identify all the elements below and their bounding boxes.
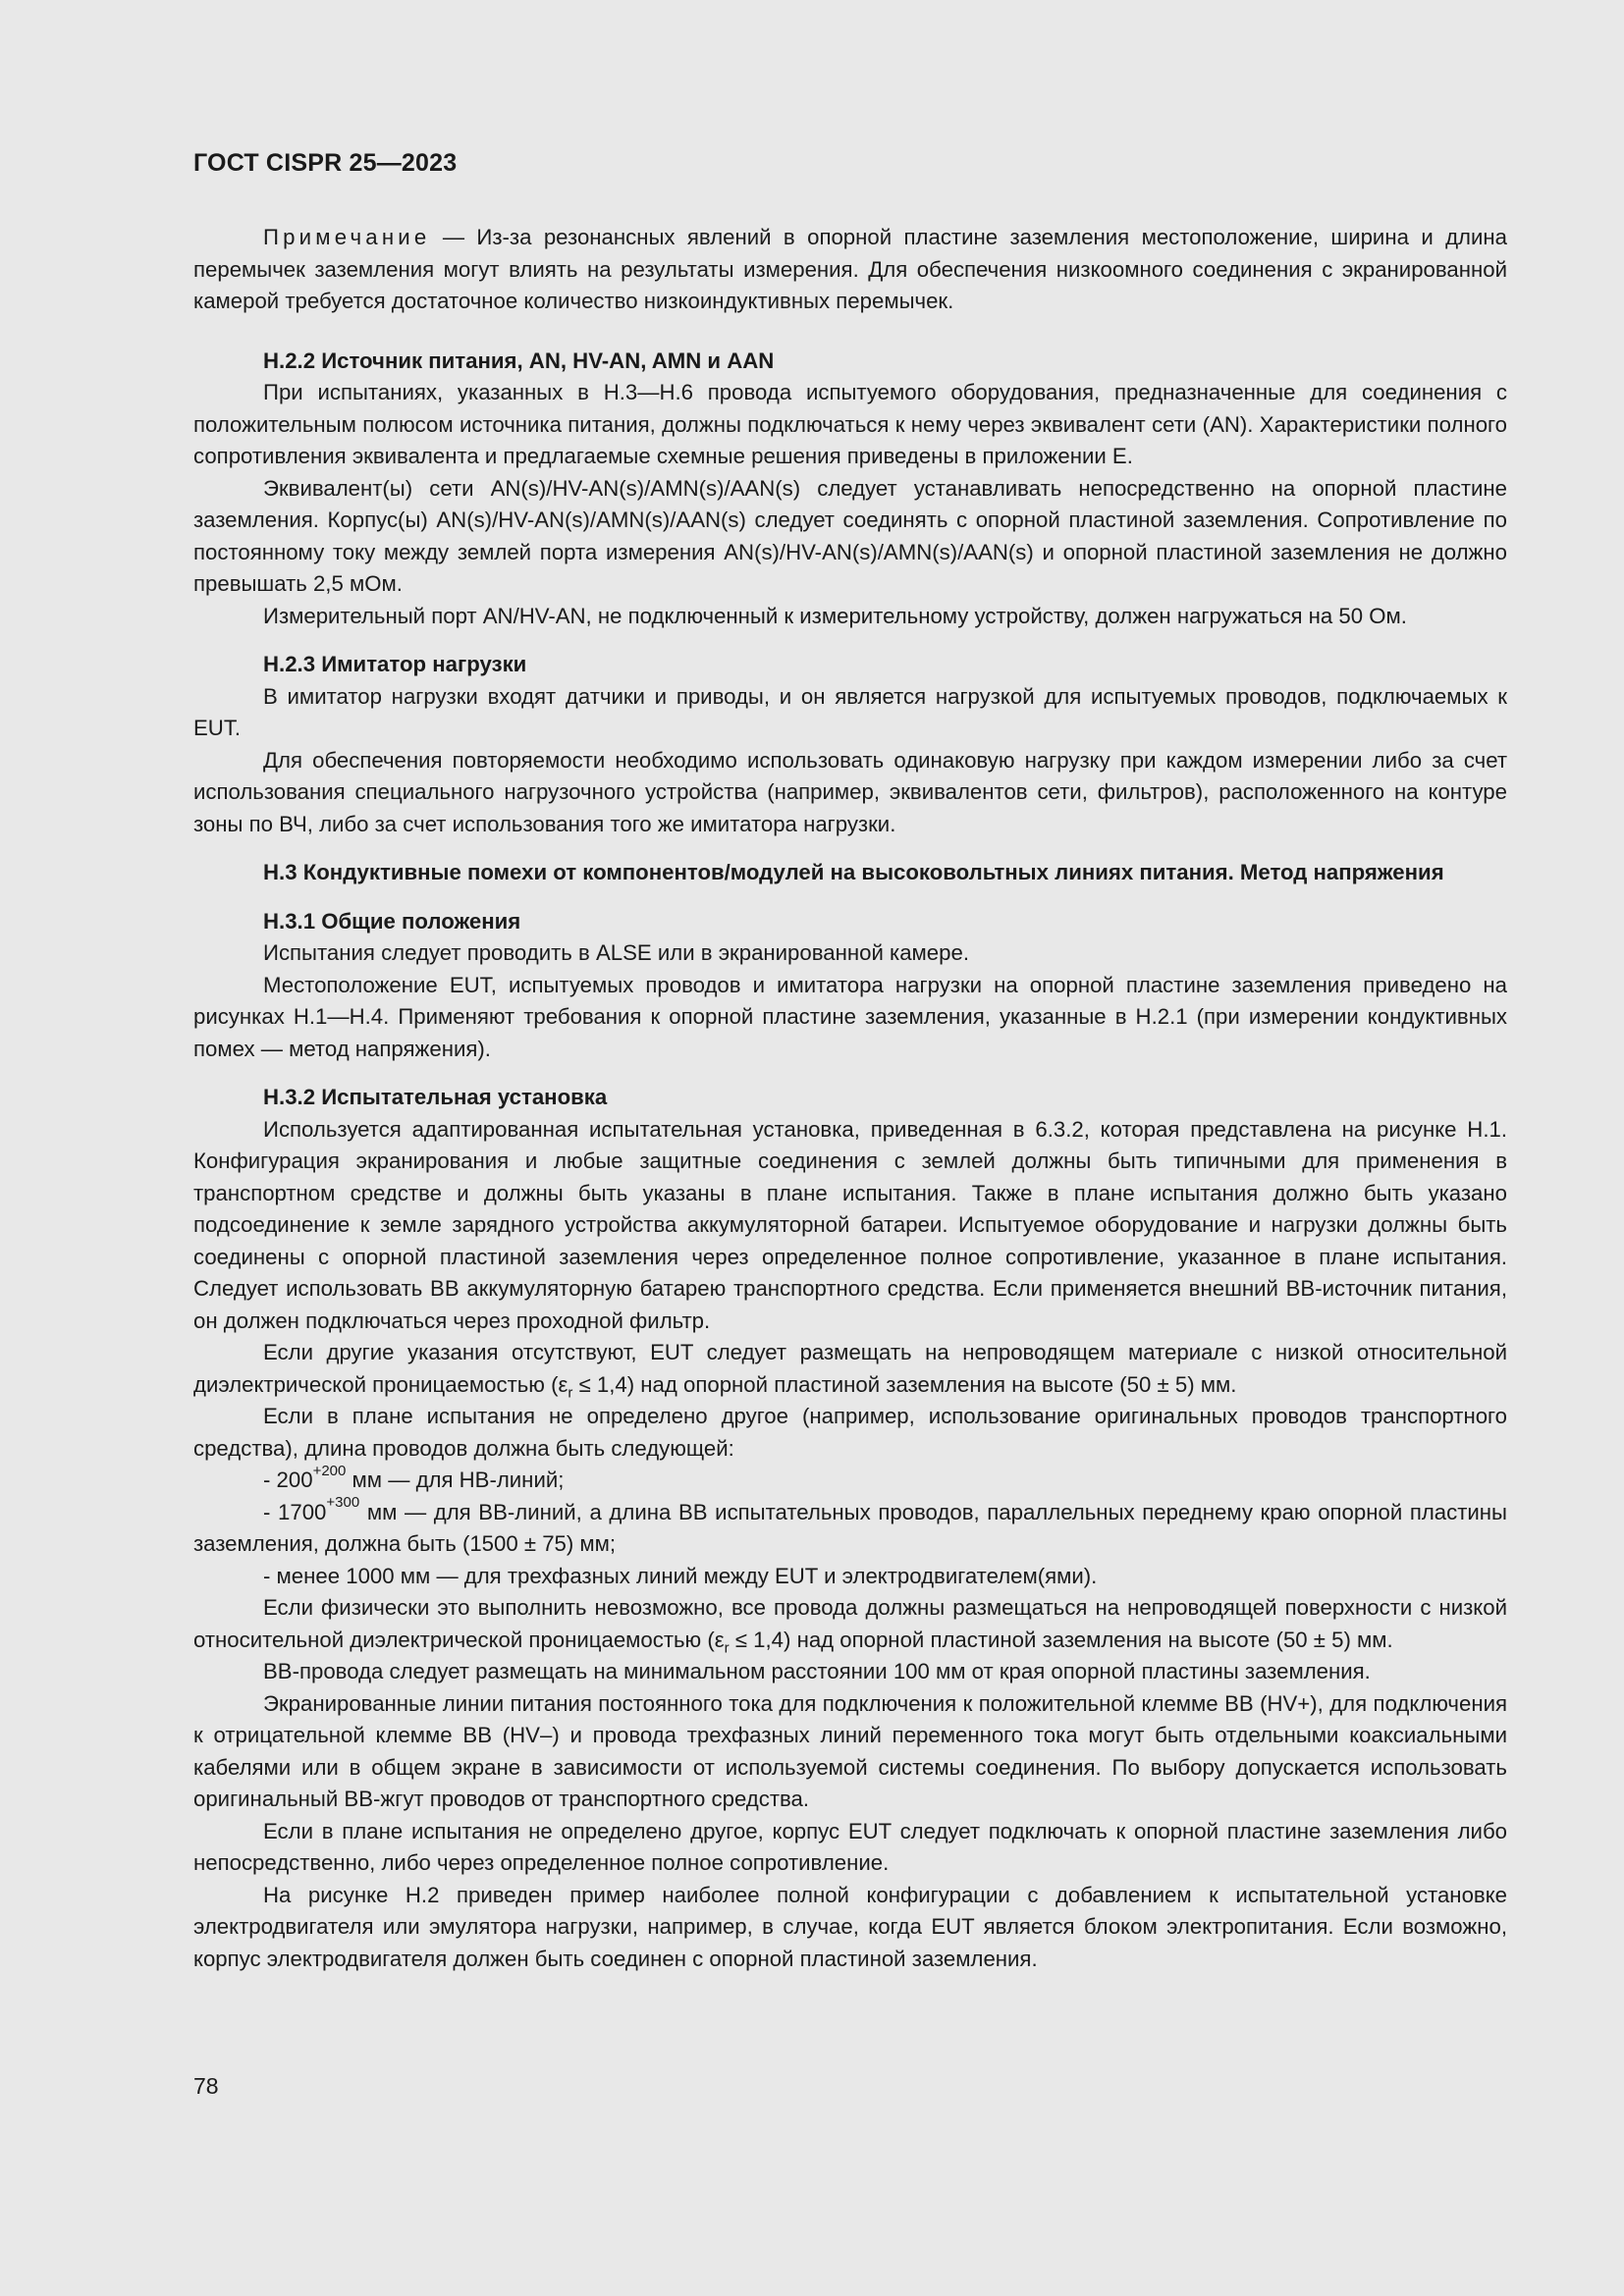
paragraph: Если в плане испытания не определено другое (например, использование оригинальных проводов транспортного средства), длина проводов должна быть следующей:: [193, 1404, 1507, 1461]
section-heading-h3: Н.3 Кондуктивные помехи от компонентов/модулей на высоковольтных линиях питания. Метод напряжения: [263, 860, 1444, 884]
paragraph: Если другие указания отсутствуют, EUT следует размещать на непроводящем материале с низкой относительной диэлектрической проницаемостью $(\varepsilon_r \le 1,4)$ над опорной пластиной заземления на высоте (50 ± 5) мм.: [193, 1340, 1507, 1401]
section-heading-h22: Н.2.2 Источник питания, AN, HV-AN, AMN и AAN: [263, 347, 775, 373]
page-number: 78: [193, 2073, 219, 2099]
section-heading-h31: Н.3.1 Общие положения: [263, 908, 521, 934]
paragraph: На рисунке Н.2 приведен пример наиболее полной конфигурации с добавлением к испытательной установке электродвигателя или эмулятора нагрузки, например, в случае, когда EUT является блоком электропитания. Если возможно, корпус электродвигателя должен быть соединен с опорной пластиной заземления.: [193, 1882, 1507, 1971]
list-item: - $200^{+200}$ мм — для НВ-линий;: [263, 1462, 565, 1492]
paragraph: Местоположение EUT, испытуемых проводов и имитатора нагрузки на опорной пластине заземления приведено на рисунках Н.1—Н.4. Применяют требования к опорной пластине заземления, указанные в Н.2.1 (при измерении кондуктивных помех — метод напряжения).: [193, 972, 1507, 1061]
paragraph: Эквивалент(ы) сети AN(s)/HV-AN(s)/AMN(s)/AAN(s) следует устанавливать непосредственно на опорной пластине заземления. Корпус(ы) AN(s)/HV-AN(s)/AMN(s)/AAN(s) следует соединять с опорной пластиной заземления. Сопротивление по постоянному току между землей порта измерения AN(s)/HV-AN(s)/AMN(s)/AAN(s) и опорной пластиной заземления не должно превышать 2,5 мОм.: [193, 475, 1507, 596]
paragraph: Если в плане испытания не определено другое, корпус EUT следует подключать к опорной пластине заземления либо непосредственно, либо через определенное полное сопротивление.: [193, 1818, 1507, 1875]
paragraph: Если физически это выполнить невозможно, все провода должны размещаться на непроводящей поверхности с низкой относительной диэлектрической проницаемостью $(\varepsilon_r \le 1,4)$ над опорной пластиной заземления на высоте (50 ± 5) мм.: [193, 1595, 1507, 1656]
paragraph: При испытаниях, указанных в Н.3—Н.6 провода испытуемого оборудования, предназначенные для соединения с положительным полюсом источника питания, должны подключаться к нему через эквивалент сети (AN). Характеристики полного сопротивления эквивалента и предлагаемые схемные решения приведены в приложении Е.: [193, 380, 1507, 468]
note-prefix: Примечание: [263, 225, 431, 249]
list-item: - $1700^{+300}$ мм — для ВВ-линий, а длина ВВ испытательных проводов, параллельных переднему краю опорной пластины заземления, должна быть (1500 ± 75) мм;: [193, 1494, 1508, 1556]
paragraph: Экранированные линии питания постоянного тока для подключения к положительной клемме ВВ (HV+), для подключения к отрицательной клемме ВВ (HV–) и провода трехфазных линий переменного тока могут быть отдельными коаксиальными кабелями или в общем экране в зависимости от используемой системы соединения. По выбору допускается использовать оригинальный ВВ-жгут проводов от транспортного средства.: [193, 1690, 1507, 1811]
document-page: [193, 0, 1507, 2296]
list-item: - менее 1000 мм — для трехфазных линий между EUT и электродвигателем(ями).: [263, 1563, 1098, 1588]
document-header: ГОСТ CISPR 25—2023: [193, 149, 458, 177]
note-text: — Из-за резонансных явлений в опорной пластине заземления местоположение, ширина и длина перемычек заземления могут влиять на результаты измерения. Для обеспечения низкоомного соединения с экранированной камерой требуется достаточное количество низкоиндуктивных перемычек.: [193, 225, 1507, 313]
note-paragraph: [193, 222, 1507, 318]
paragraph: Для обеспечения повторяемости необходимо использовать одинаковую нагрузку при каждом измерении либо за счет использования специального нагрузочного устройства (например, эквивалентов сети, фильтров), расположенного на контуре зоны по ВЧ, либо за счет использования того же имитатора нагрузки.: [193, 747, 1507, 836]
paragraph: Испытания следует проводить в ALSE или в экранированной камере.: [263, 940, 969, 965]
document-body: [193, 222, 1507, 1975]
paragraph: Измерительный порт AN/HV-AN, не подключенный к измерительному устройству, должен нагружаться на 50 Ом.: [263, 603, 1407, 628]
section-heading-h32: Н.3.2 Испытательная установка: [263, 1085, 608, 1109]
paragraph: В имитатор нагрузки входят датчики и приводы, и он является нагрузкой для испытуемых проводов, подключаемых к EUT.: [193, 683, 1507, 740]
section-heading-h23: Н.2.3 Имитатор нагрузки: [263, 652, 527, 676]
paragraph: ВВ-провода следует размещать на минимальном расстоянии 100 мм от края опорной пластины заземления.: [263, 1659, 1371, 1683]
paragraph: Используется адаптированная испытательная установка, приведенная в 6.3.2, которая представлена на рисунке Н.1. Конфигурация экранирования и любые защитные соединения с землей должны быть типичными для применения в транспортном средстве и должны быть указаны в плане испытания. Также в плане испытания должно быть указано подсоединение к земле зарядного устройства аккумуляторной батареи. Испытуемое оборудование и нагрузки должны быть соединены с опорной пластиной заземления через определенное полное сопротивление, указанное в плане испытания. Следует использовать ВВ аккумуляторную батарею транспортного средства. Если применяется внешний ВВ-источник питания, он должен подключаться через проходной фильтр.: [193, 1116, 1507, 1333]
